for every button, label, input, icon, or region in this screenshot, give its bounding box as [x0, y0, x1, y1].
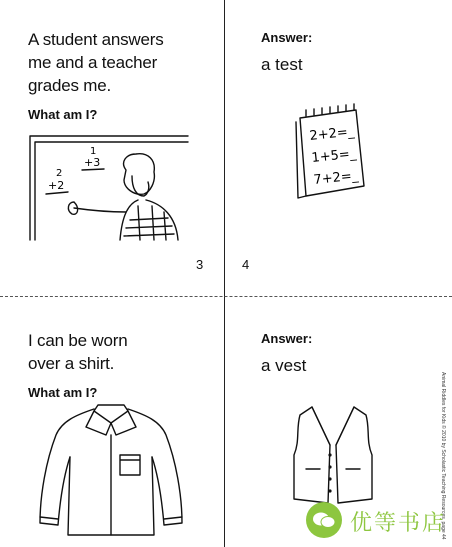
paper-problem: 1+5=_: [310, 146, 358, 166]
watermark-text: 优等书店: [350, 511, 447, 536]
shirt-illustration: [36, 405, 186, 539]
board-number: +2: [48, 179, 65, 192]
answer-label: Answer:: [261, 30, 313, 45]
answer-card-1: [261, 30, 431, 75]
copyright-credit: Animal Riddles for Kids © 2010 by Scholastic Teaching Resources, page 44: [440, 372, 446, 540]
board-number: 2: [56, 168, 63, 179]
page-number: 3: [196, 257, 204, 272]
paper-problem: 2+2=_: [308, 124, 356, 144]
what-am-i-label: What am I?: [28, 385, 98, 400]
board-number: 1: [90, 146, 97, 157]
vertical-divider: [224, 0, 225, 547]
riddle-card-1: [28, 28, 218, 122]
watermark: [306, 500, 452, 540]
page-number: 4: [242, 257, 250, 272]
teacher-chalkboard-illustration: [28, 132, 193, 242]
vest-illustration: [290, 405, 376, 505]
test-paper-illustration: [294, 108, 368, 200]
answer-text: a test: [261, 55, 303, 74]
horizontal-cut-line: [0, 296, 452, 297]
answer-text: a vest: [261, 356, 307, 375]
answer-card-2: [261, 331, 431, 376]
wechat-icon: [306, 502, 342, 538]
riddle-card-2: [28, 329, 218, 400]
answer-label: Answer:: [261, 331, 313, 346]
riddle-text: I can be worn over a shirt.: [28, 331, 128, 373]
riddle-text: A student answers me and a teacher grades me.: [28, 30, 164, 95]
what-am-i-label: What am I?: [28, 107, 98, 122]
board-number: +3: [84, 156, 101, 169]
paper-problem: 7+2=_: [312, 168, 360, 188]
